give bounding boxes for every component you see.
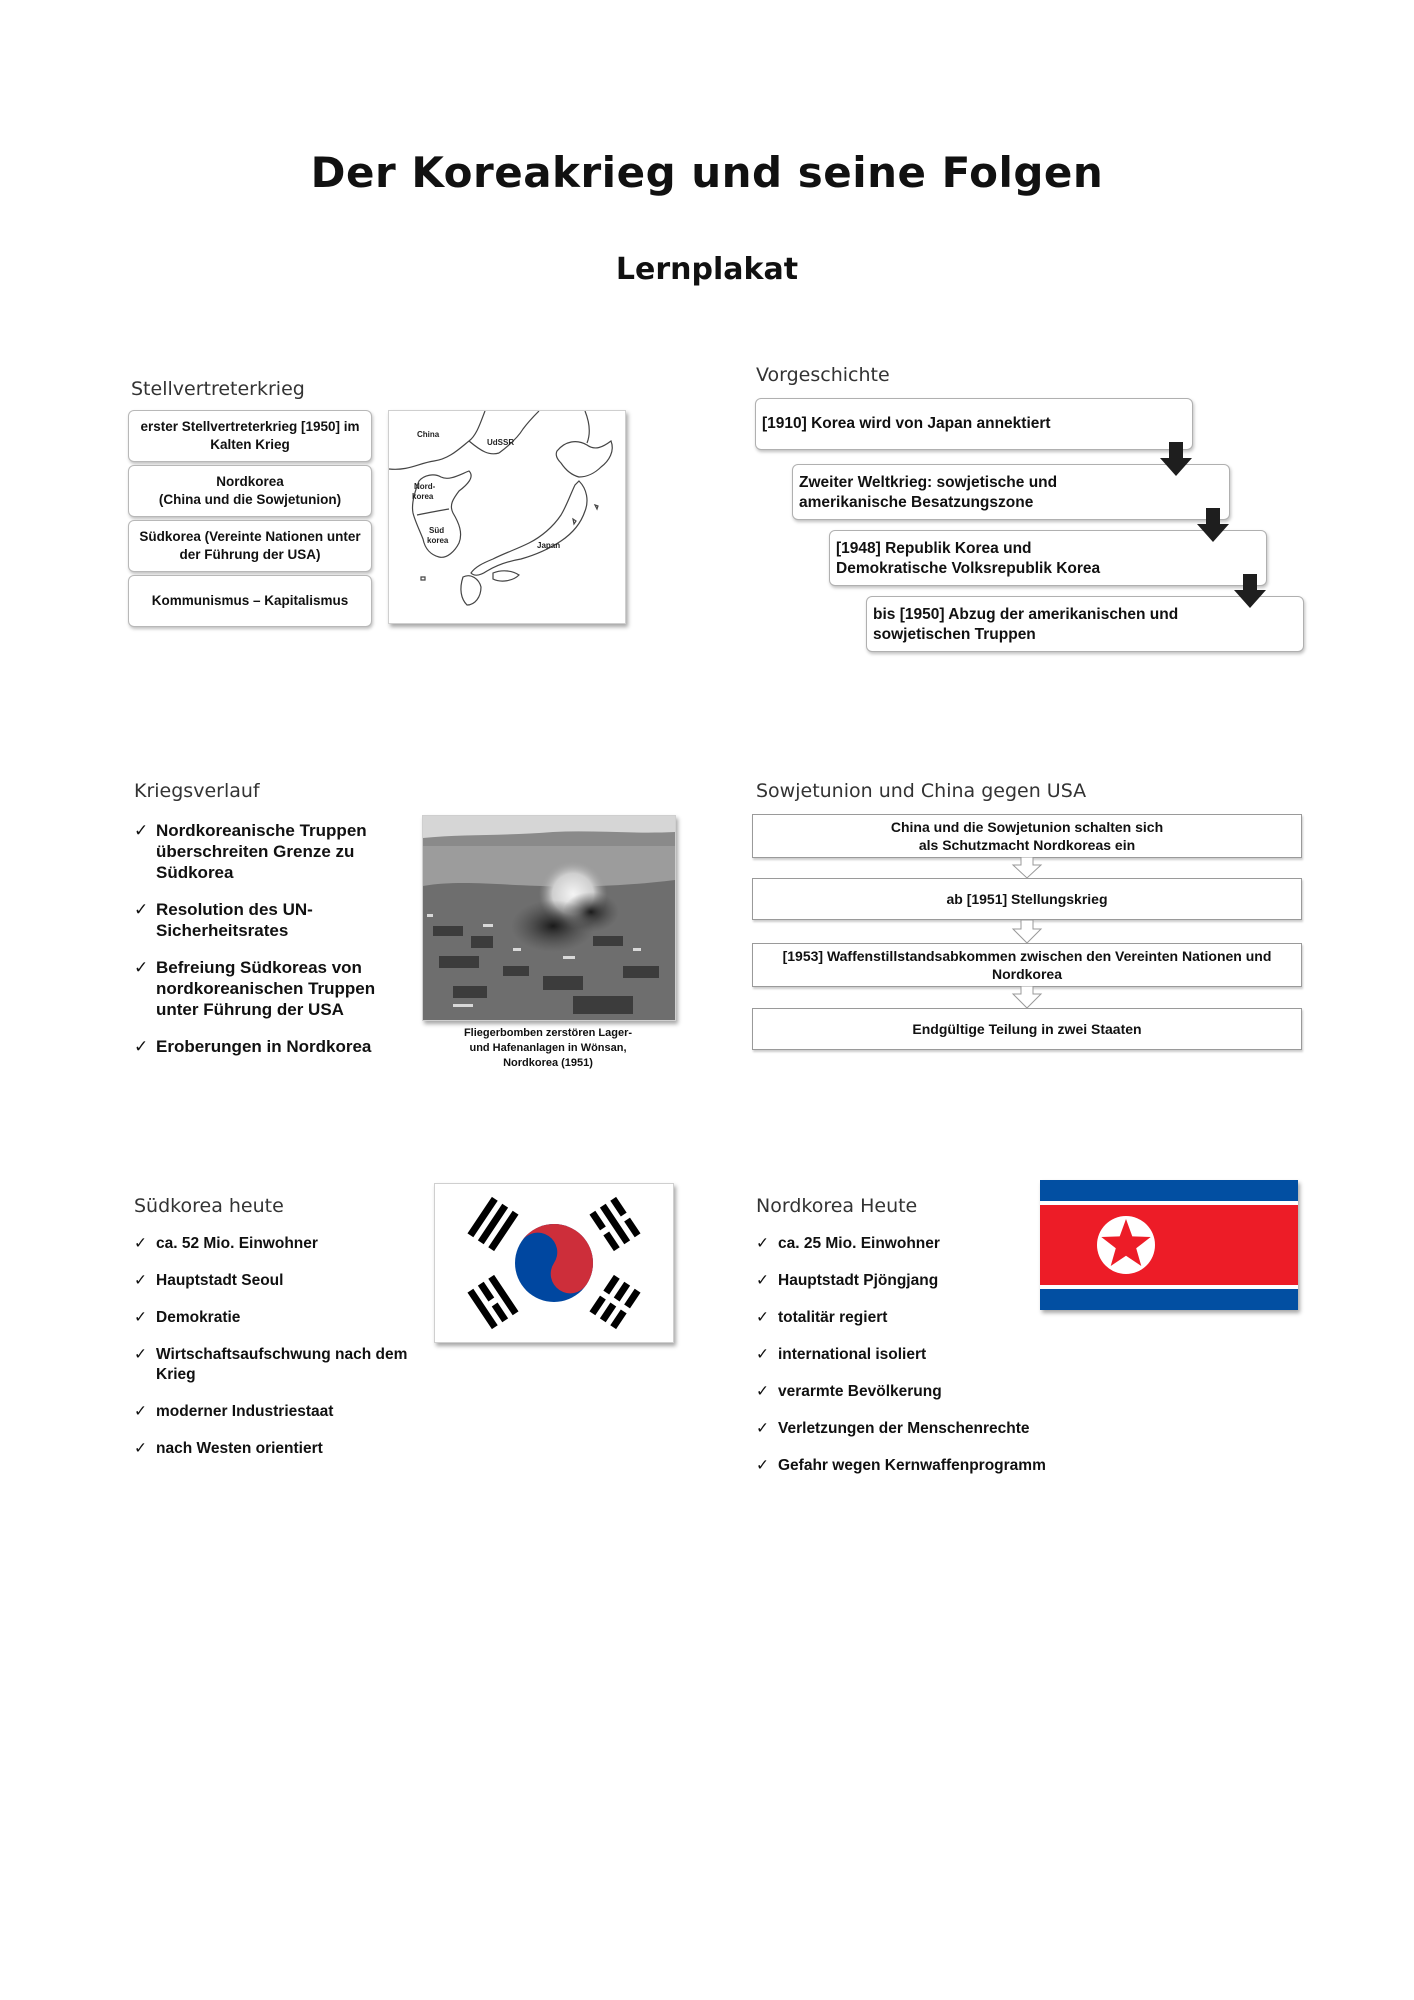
section-heading-kriegsverlauf: Kriegsverlauf xyxy=(134,780,260,802)
map-label-china: China xyxy=(417,430,440,439)
check-icon: ✓ xyxy=(756,1346,769,1363)
flow-step-2: ab [1951] Stellungskrieg xyxy=(752,878,1302,920)
arrow-down-icon xyxy=(1158,442,1194,478)
history-step-1: [1910] Korea wird von Japan annektiert xyxy=(755,398,1193,450)
north-korea-flag xyxy=(1040,1180,1298,1310)
proxy-war-box: erster Stellvertreterkrieg [1950] im Kalten Krieg xyxy=(128,410,372,462)
list-item: ✓ Hauptstadt Pjöngjang xyxy=(756,1272,939,1289)
flow-step-1: China und die Sowjetunion schalten sich als Schutzmacht Nordkoreas ein xyxy=(752,814,1302,858)
check-icon: ✓ xyxy=(134,1403,147,1420)
list-item: ✓ Gefahr wegen Kernwaffenprogramm xyxy=(756,1457,1046,1474)
flow-step-4: Endgültige Teilung in zwei Staaten xyxy=(752,1008,1302,1050)
south-korea-box: Südkorea (Vereinte Nationen unter der Führung der USA) xyxy=(128,520,372,572)
check-icon: ✓ xyxy=(756,1457,769,1474)
check-icon: ✓ xyxy=(134,1309,147,1326)
map-label-udssr: UdSSR xyxy=(487,438,515,447)
list-item: ✓ Hauptstadt Seoul xyxy=(134,1272,284,1289)
war-course-list xyxy=(134,820,394,1073)
section-heading-stellvertreterkrieg: Stellvertreterkrieg xyxy=(131,378,305,400)
history-step-2: Zweiter Weltkrieg: sowjetische und amerikanische Besatzungszone xyxy=(792,464,1230,520)
section-heading-sowjetunion: Sowjetunion und China gegen USA xyxy=(756,780,1087,802)
arrow-down-icon xyxy=(1195,508,1231,544)
list-item: ✓ Verletzungen der Menschenrechte xyxy=(756,1420,1030,1437)
list-item: ✓ totalitär regiert xyxy=(756,1309,888,1326)
check-icon: ✓ xyxy=(134,1235,147,1252)
history-step-4: bis [1950] Abzug der amerikanischen und sowjetischen Truppen xyxy=(866,596,1304,652)
check-icon: ✓ xyxy=(756,1272,769,1289)
list-item: ✓ ca. 52 Mio. Einwohner xyxy=(134,1235,318,1252)
section-heading-vorgeschichte: Vorgeschichte xyxy=(756,364,890,386)
map-label-suedkorea-1: Süd xyxy=(429,526,445,535)
arrow-down-outline-icon xyxy=(1011,986,1043,1009)
list-item: ✓ nach Westen orientiert xyxy=(134,1440,323,1457)
check-icon: ✓ xyxy=(756,1383,769,1400)
war-photo xyxy=(422,815,676,1021)
arrow-down-outline-icon xyxy=(1011,857,1043,879)
map-label-nordkorea-2: korea xyxy=(412,492,434,501)
map-label-japan: Japan xyxy=(537,541,561,550)
south-korea-list xyxy=(134,1234,424,1476)
arrow-down-outline-icon xyxy=(1011,920,1043,944)
check-icon: ✓ xyxy=(756,1420,769,1437)
check-icon: ✓ xyxy=(134,1346,147,1363)
north-korea-box: Nordkorea (China und die Sowjetunion) xyxy=(128,465,372,517)
list-item: ✓ international isoliert xyxy=(756,1346,927,1363)
ideology-box: Kommunismus – Kapitalismus xyxy=(128,575,372,627)
korea-map-outline xyxy=(389,411,625,623)
south-korea-flag-image xyxy=(435,1184,673,1342)
list-item: ✓ Wirtschaftsaufschwung nach dem Krieg xyxy=(134,1346,408,1383)
check-icon: ✓ xyxy=(134,958,149,977)
section-heading-suedkorea: Südkorea heute xyxy=(134,1195,284,1217)
check-icon: ✓ xyxy=(134,1037,149,1056)
check-icon: ✓ xyxy=(134,1272,147,1289)
map-label-suedkorea-2: korea xyxy=(427,536,449,545)
south-korea-flag xyxy=(434,1183,674,1343)
list-item: ✓ Befreiung Südkoreas von nordkoreanischen Truppen unter Führung der USA xyxy=(134,958,376,1019)
korea-map xyxy=(388,410,626,624)
list-item: ✓ Demokratie xyxy=(134,1309,241,1326)
list-item: ✓ Resolution des UN-Sicherheitsrates xyxy=(134,900,313,940)
check-icon: ✓ xyxy=(134,1440,147,1457)
list-item: ✓ Nordkoreanische Truppen überschreiten Grenze zu Südkorea xyxy=(134,821,367,882)
list-item: ✓ ca. 25 Mio. Einwohner xyxy=(756,1235,940,1252)
check-icon: ✓ xyxy=(134,821,149,840)
map-label-nordkorea-1: Nord- xyxy=(414,482,436,491)
flow-step-3: [1953] Waffenstillstandsabkommen zwischen den Vereinten Nationen und Nordkorea xyxy=(752,943,1302,987)
war-photo-image xyxy=(423,816,675,1020)
north-korea-list xyxy=(756,1234,1076,1493)
north-korea-flag-image xyxy=(1040,1180,1298,1310)
check-icon: ✓ xyxy=(756,1309,769,1326)
check-icon: ✓ xyxy=(134,900,149,919)
check-icon: ✓ xyxy=(756,1235,769,1252)
arrow-down-icon xyxy=(1232,574,1268,610)
list-item: ✓ verarmte Bevölkerung xyxy=(756,1383,942,1400)
page-title: Der Koreakrieg und seine Folgen xyxy=(310,148,1104,197)
page-subtitle: Lernplakat xyxy=(615,252,799,287)
photo-caption: Fliegerbomben zerstören Lager- und Hafenanlagen in Wönsan, Nordkorea (1951) xyxy=(463,1027,633,1069)
section-heading-nordkorea: Nordkorea Heute xyxy=(756,1195,918,1217)
list-item: ✓ moderner Industriestaat xyxy=(134,1403,334,1420)
list-item: ✓ Eroberungen in Nordkorea xyxy=(134,1037,372,1056)
history-step-3: [1948] Republik Korea und Demokratische Volksrepublik Korea xyxy=(829,530,1267,586)
